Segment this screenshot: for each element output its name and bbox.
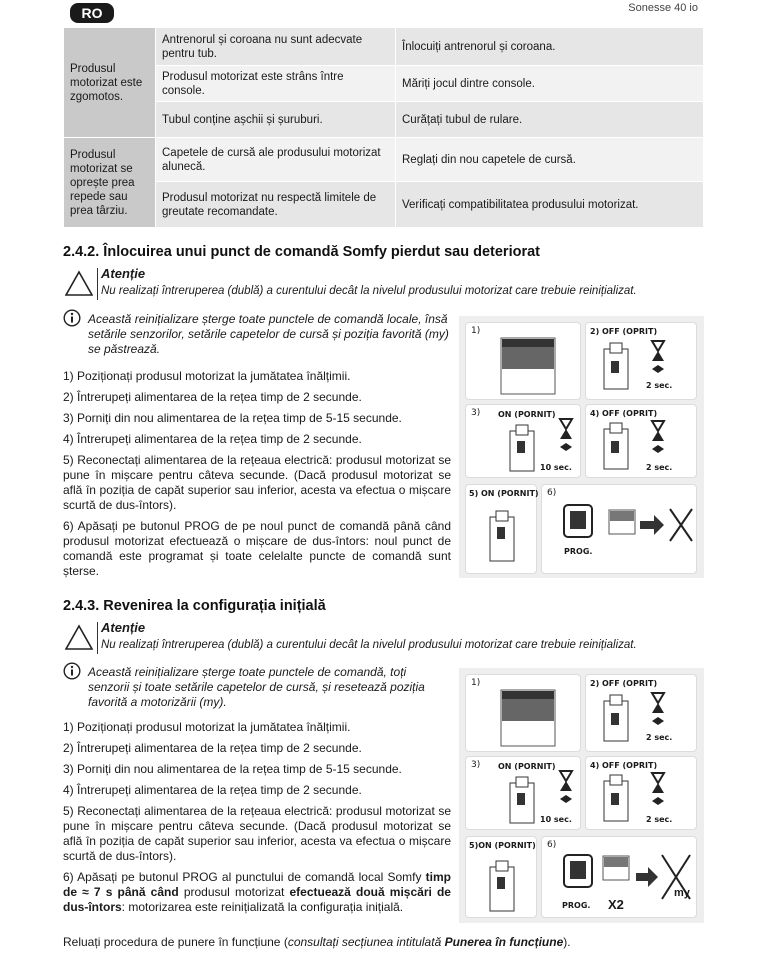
warning-text: Nu realizați întreruperea (dublă) a curentului decât la nivelul produsului motorizat care trebuie reinițializat. — [101, 285, 637, 297]
problem-cell: Produsul motorizat este zgomotos. — [64, 28, 156, 138]
figure-cell: 1) — [465, 322, 581, 400]
breaker-icon — [502, 423, 542, 475]
figure-cell: 3) ON (PORNIT) 10 sec. — [465, 404, 581, 478]
figure-cell: 5) ON (PORNIT) — [465, 484, 537, 574]
figure-cell: 6) PROG. X2 my — [541, 836, 697, 918]
cause-cell: Produsul motorizat este strâns între console. — [156, 66, 396, 102]
blind-icon — [608, 509, 636, 535]
solution-cell: Înlocuiți antrenorul și coroana. — [396, 28, 704, 66]
cause-cell: Produsul motorizat nu respectă limitele de greutate recomandate. — [156, 182, 396, 228]
section-title: 2.4.3. Revenirea la configurația inițială — [63, 598, 326, 614]
steps-list — [63, 720, 451, 921]
step-item: 5) Reconectați alimentarea de la rețeaua electrică: produsul motorizat se pune în mișcare pentru câteva secunde. (Dacă produsul motorizat se află în poziția de capăt superior sau inferior, acesta va efectua o mișcare scurtă de dus-întors). — [63, 453, 451, 512]
warning-icon — [65, 270, 93, 296]
problem-cell: Produsul motorizat se oprește prea repede sau prea târziu. — [64, 138, 156, 228]
step-item: 4) Întrerupeți alimentarea de la rețea timp de 2 secunde. — [63, 432, 362, 446]
illustration-panel — [459, 668, 704, 923]
remote-icon — [558, 851, 598, 891]
solution-cell: Curățați tubul de rulare. — [396, 102, 704, 138]
info-icon — [63, 662, 81, 680]
final-note: Reluați procedura de punere în funcțiune (consultați secțiunea intitulată Punerea în funcțiune). — [63, 935, 571, 949]
breaker-icon — [502, 775, 542, 827]
section-title: 2.4.2. Înlocuirea unui punct de comandă Somfy pierdut sau deteriorat — [63, 244, 540, 260]
info-icon — [63, 309, 81, 327]
breaker-icon — [482, 859, 522, 915]
step-item: 4) Întrerupeți alimentarea de la rețea timp de 2 secunde. — [63, 783, 362, 797]
blind-icon — [500, 337, 556, 395]
step-item: 3) Porniți din nou alimentarea de la rețea timp de 5-15 secunde. — [63, 762, 402, 776]
blind-icon — [602, 855, 630, 881]
breaker-icon — [596, 421, 636, 473]
hourglass-icon — [556, 769, 576, 805]
figure-cell: 5)ON (PORNIT) — [465, 836, 537, 918]
cause-cell: Antrenorul și coroana nu sunt adecvate pentru tub. — [156, 28, 396, 66]
step-item: 2) Întrerupeți alimentarea de la rețea timp de 2 secunde. — [63, 741, 362, 755]
x2-label: X2 — [608, 897, 624, 912]
figure-cell: 3) ON (PORNIT) 10 sec. — [465, 756, 581, 830]
warning-block — [63, 620, 703, 656]
warning-block — [63, 266, 703, 302]
step-item: 6) Apăsați pe butonul PROG al punctului de comandă local Somfy timp de ≈ 7 s până când produsul motorizat efectuează două mișcări de dus-întors: motorizarea este reinițializată la configurația inițială. — [63, 870, 451, 914]
figure-cell: 1) — [465, 674, 581, 752]
breaker-icon — [482, 509, 522, 565]
warning-title: Atenție — [101, 266, 146, 281]
warning-title: Atenție — [101, 620, 146, 635]
illustration-panel — [459, 316, 704, 578]
hourglass-icon — [648, 339, 668, 375]
steps-list — [63, 369, 451, 585]
info-text: Această reinițializare șterge toate punctele de comandă locale, însă setările senzorilor, setările capetelor de cursă și poziția favorită (my) se păstrează. — [88, 312, 449, 356]
product-name: Sonesse 40 io — [628, 2, 698, 14]
solution-cell: Măriți jocul dintre console. — [396, 66, 704, 102]
step-item: 1) Poziționați produsul motorizat la jumătatea înălțimii. — [63, 720, 351, 734]
step-item: 5) Reconectați alimentarea de la rețeaua electrică: produsul motorizat se pune în mișcare pentru câteva secunde. (Dacă produsul motorizat se află în poziția de capăt superior sau inferior, acesta va efectua o mișcare scurtă de dus-întors). — [63, 804, 451, 863]
step-item: 6) Apăsați pe butonul PROG de pe noul punct de comandă până când produsul motorizat efectuează o mișcare de dus-întors: noul punct de comandă este programat și toate celelalte puncte de comandă sunt șterse. — [63, 519, 451, 578]
breaker-icon — [596, 341, 636, 393]
step-item: 2) Întrerupeți alimentarea de la rețea timp de 2 secunde. — [63, 390, 362, 404]
info-text: Această reinițializare șterge toate punctele de comandă, toți senzorii și toate setările capetelor de cursă, și resetează poziția favorită a motorizării (my). — [88, 665, 425, 709]
warning-text: Nu realizați întreruperea (dublă) a curentului decât la nivelul produsului motorizat care trebuie reinițializat. — [101, 639, 637, 651]
breaker-icon — [596, 693, 636, 745]
figure-cell: 2) OFF (OPRIT) 2 sec. — [585, 322, 697, 400]
language-badge: RO — [70, 3, 114, 23]
hourglass-icon — [648, 691, 668, 727]
my-label: my — [674, 887, 690, 899]
step-item: 1) Poziționați produsul motorizat la jumătatea înălțimii. — [63, 369, 351, 383]
remote-icon — [558, 501, 598, 541]
cross-icon — [640, 505, 696, 545]
figure-cell: 6) PROG. — [541, 484, 697, 574]
solution-cell: Verificați compatibilitatea produsului motorizat. — [396, 182, 704, 228]
breaker-icon — [596, 773, 636, 825]
cause-cell: Tubul conține așchii și șuruburi. — [156, 102, 396, 138]
blind-icon — [500, 689, 556, 747]
warning-icon — [65, 624, 93, 650]
cause-cell: Capetele de cursă ale produsului motorizat alunecă. — [156, 138, 396, 182]
figure-cell: 2) OFF (OPRIT) 2 sec. — [585, 674, 697, 752]
solution-cell: Reglați din nou capetele de cursă. — [396, 138, 704, 182]
troubleshoot-table — [63, 27, 704, 228]
hourglass-icon — [648, 419, 668, 455]
figure-cell: 4) OFF (OPRIT) 2 sec. — [585, 404, 697, 478]
hourglass-icon — [556, 417, 576, 453]
hourglass-icon — [648, 771, 668, 807]
figure-cell: 4) OFF (OPRIT) 2 sec. — [585, 756, 697, 830]
step-item: 3) Porniți din nou alimentarea de la rețea timp de 5-15 secunde. — [63, 411, 402, 425]
cross-icon — [636, 849, 694, 909]
